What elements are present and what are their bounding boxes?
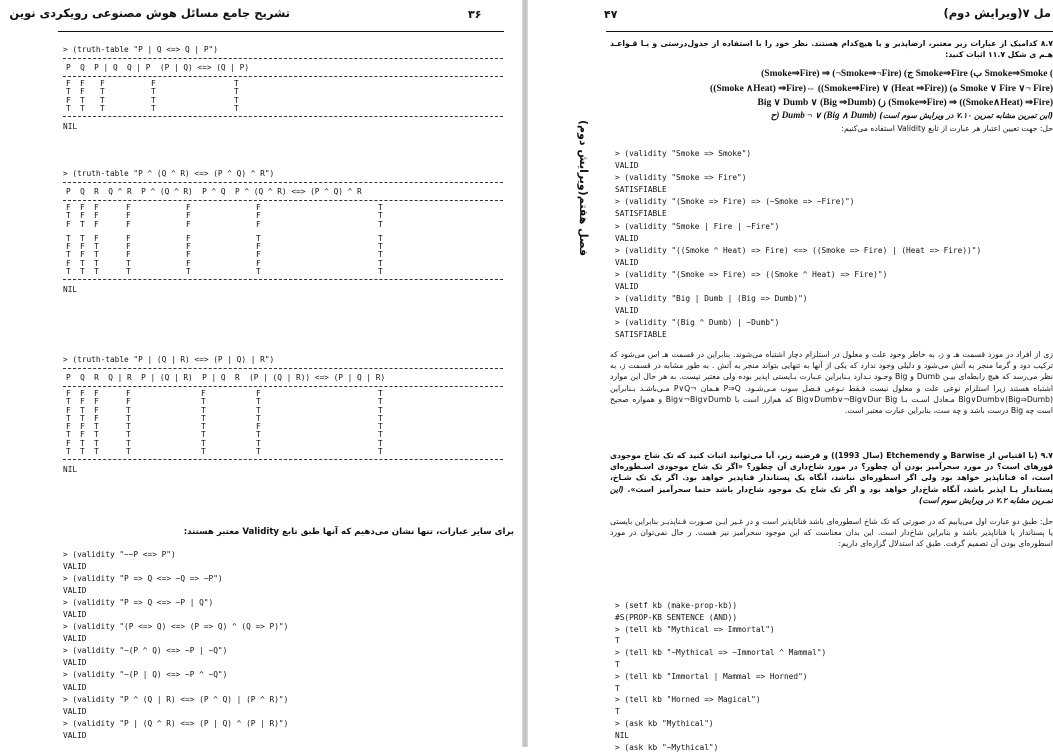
truth-value-cell: T — [80, 405, 85, 415]
truth-value-cell: F — [186, 233, 191, 243]
running-head-left — [9, 6, 290, 28]
truth-value-cell: T — [234, 87, 239, 97]
truth-value-cell: T — [66, 103, 71, 113]
truth-table-command: > (truth-table "P | (Q | R) <=> (P | Q) | R") — [63, 355, 275, 364]
code-result-line: SATISFIABLE — [615, 209, 667, 219]
exercise-8-note: (این تمرین مشابه تمرین ۷.۱۰ در ویرایش سوم است) — [879, 111, 1053, 120]
truth-table — [63, 354, 503, 475]
truth-value-cell: T — [378, 211, 383, 221]
truth-value-cell: T — [256, 397, 261, 407]
truth-value-cell: F — [126, 211, 131, 221]
truth-value-cell: F — [94, 397, 99, 407]
truth-value-cell: T — [201, 405, 206, 415]
code-command-line: > (validity "~(P ^ Q) <=> ~P | ~Q") — [63, 646, 228, 656]
truth-value-cell: T — [126, 405, 131, 415]
truth-value-cell: F — [66, 203, 71, 212]
truth-value-cell: F — [256, 242, 261, 252]
truth-value-cell: F — [126, 250, 131, 260]
code-command-line: > (ask kb "Mythical") — [615, 718, 714, 728]
left-page — [0, 0, 522, 747]
truth-value-cell: T — [378, 397, 383, 407]
code-result-line: #S(PROP-KB SENTENCE (AND)) — [615, 612, 738, 622]
truth-table-row — [63, 448, 503, 456]
truth-value-cell: F — [256, 203, 261, 212]
code-command-line: > (tell kb "Immortal | Mammal => Horned") — [615, 671, 808, 681]
truth-value-cell: F — [186, 242, 191, 252]
truth-value-cell: T — [201, 397, 206, 407]
truth-value-cell: F — [80, 430, 85, 440]
truth-value-cell: F — [66, 95, 71, 105]
truth-value-cell: T — [256, 438, 261, 448]
truth-table-row — [63, 221, 503, 229]
code-command-line: > (validity "Smoke => Fire") — [615, 173, 747, 183]
truth-value-cell: F — [256, 219, 261, 229]
truth-value-cell: T — [151, 87, 156, 97]
truth-value-cell: F — [126, 242, 131, 252]
truth-value-cell: T — [256, 447, 261, 457]
truth-value-cell: T — [80, 95, 85, 105]
dashed-rule — [63, 58, 503, 59]
code-command-line: > (validity "(Smoke => Fire) => ((Smoke ^ Heat) => Fire)") — [615, 269, 888, 279]
code-command-line: > (validity "(P <=> Q) <=> (P => Q) ^ (Q => P)") — [63, 622, 289, 632]
truth-value-cell: T — [378, 413, 383, 423]
truth-value-cell: T — [378, 258, 383, 268]
dashed-rule — [63, 182, 503, 183]
dashed-rule — [63, 116, 503, 117]
truth-table-row — [63, 88, 503, 96]
truth-value-cell: T — [256, 430, 261, 440]
truth-value-cell: T — [126, 258, 131, 268]
truth-value-cell: T — [66, 233, 71, 243]
truth-value-cell: T — [126, 447, 131, 457]
code-command-line: > (setf kb (make-prop-kb)) — [615, 601, 738, 610]
truth-value-cell: T — [256, 405, 261, 415]
code-result-line: T — [615, 683, 620, 693]
truth-value-cell: F — [94, 405, 99, 415]
truth-value-cell: F — [66, 438, 71, 448]
truth-value-cell: T — [126, 438, 131, 448]
code-result-line: VALID — [63, 586, 87, 596]
truth-value-cell: F — [126, 397, 131, 407]
truth-value-cell: T — [66, 430, 71, 440]
truth-table-row — [63, 105, 503, 113]
truth-value-cell: T — [94, 250, 99, 260]
truth-value-cell: T — [94, 438, 99, 448]
dashed-rule — [63, 279, 503, 280]
truth-value-cell: F — [94, 203, 99, 212]
truth-value-cell: T — [201, 413, 206, 423]
truth-value-cell: T — [80, 438, 85, 448]
dashed-rule — [63, 368, 503, 369]
truth-table — [63, 44, 503, 132]
code-result-line: SATISFIABLE — [615, 330, 667, 340]
code-command-line: > (validity "Smoke => Smoke") — [615, 149, 752, 158]
truth-value-cell: T — [94, 258, 99, 268]
truth-value-cell: T — [66, 87, 71, 97]
truth-value-cell: T — [94, 242, 99, 252]
truth-value-cell: F — [66, 405, 71, 415]
code-command-line: > (validity "P ^ (Q | R) <=> (P ^ Q) | (P ^ R)") — [63, 694, 289, 704]
formula-line: (Smoke⇒Fire) ⇒ (¬Smoke⇒¬Fire) (ج Smoke⇒Fire (ب Smoke⇒Smoke ( — [761, 69, 1053, 79]
dashed-rule — [63, 386, 503, 387]
truth-value-cell: T — [100, 103, 105, 113]
truth-value-cell: T — [256, 233, 261, 243]
truth-value-cell: T — [66, 413, 71, 423]
chapter-title: مل ۷(ویرایش دوم) — [943, 6, 1051, 20]
truth-value-cell: T — [234, 79, 239, 88]
code-command-line: > (validity "~~P <=> P") — [63, 550, 176, 559]
intro-text: برای سایر عبارات، تنها نشان می‌دهیم که آنها طبق تابع Validity معتبر هستند: — [183, 527, 514, 537]
truth-value-cell: T — [378, 219, 383, 229]
truth-value-cell: T — [126, 267, 131, 277]
truth-value-cell: T — [201, 430, 206, 440]
truth-value-cell: F — [201, 389, 206, 398]
truth-value-cell: F — [126, 219, 131, 229]
code-result-line: VALID — [63, 562, 87, 572]
truth-value-cell: T — [378, 422, 383, 432]
truth-table-row — [63, 97, 503, 105]
truth-value-cell: F — [186, 203, 191, 212]
code-command-line: > (validity "((Smoke ^ Heat) => Fire) <=> ((Smoke => Fire) | (Heat => Fire))") — [615, 245, 982, 255]
truth-value-cell: F — [186, 211, 191, 221]
truth-value-cell: T — [100, 95, 105, 105]
truth-value-cell: F — [94, 233, 99, 243]
truth-value-cell: T — [378, 389, 383, 398]
truth-value-cell: T — [378, 267, 383, 277]
code-result-line: VALID — [63, 682, 87, 692]
formula-line: Big ∨ Dumb ∨ (Big ⇒Dumb) (ز (Smoke⇒Fire) ⇒ ((Smoke∧Heat) ⇒Fire) — [757, 98, 1053, 108]
truth-value-cell: F — [66, 242, 71, 252]
dashed-rule — [63, 459, 503, 460]
code-result-line: VALID — [63, 730, 87, 740]
truth-value-cell: T — [80, 258, 85, 268]
header-rule — [58, 31, 504, 32]
code-result-line: VALID — [63, 634, 87, 644]
code-command-line: > (validity "P => Q <=> ~Q => ~P") — [63, 574, 223, 584]
truth-table — [63, 168, 503, 295]
truth-value-cell: F — [80, 79, 85, 88]
code-result-line: T — [615, 659, 620, 669]
truth-value-cell: T — [80, 233, 85, 243]
solution-intro: حل: جهت تعیین اعتبار هر عبارت از تابع Validity استفاده می‌کنیم: — [841, 124, 1053, 133]
truth-value-cell: T — [100, 87, 105, 97]
truth-value-cell: T — [94, 447, 99, 457]
code-command-line: > (tell kb "~Mythical => ~Immortal ^ Mammal") — [615, 648, 827, 658]
truth-value-cell: T — [256, 413, 261, 423]
truth-value-cell: T — [126, 430, 131, 440]
truth-value-cell: F — [80, 422, 85, 432]
truth-value-cell: T — [201, 447, 206, 457]
truth-value-cell: T — [80, 219, 85, 229]
code-command-line: > (validity "Smoke | Fire | ~Fire") — [615, 221, 780, 231]
truth-table-result: NIL — [63, 122, 78, 132]
header-rule — [606, 31, 1053, 32]
code-result-line: VALID — [63, 610, 87, 620]
truth-value-cell: F — [186, 250, 191, 260]
truth-value-cell: F — [94, 219, 99, 229]
side-tab-label: فصل هفتم(ویرایش دوم) — [577, 120, 590, 257]
truth-value-cell: T — [378, 447, 383, 457]
truth-value-cell: F — [126, 203, 131, 212]
truth-table-command: > (truth-table "P ^ (Q ^ R) <=> (P ^ Q) ^ R") — [63, 169, 275, 178]
truth-value-cell: F — [80, 87, 85, 97]
code-result-line: T — [615, 707, 620, 717]
running-head-right — [943, 6, 1051, 28]
dashed-rule — [63, 76, 503, 77]
truth-value-cell: F — [66, 422, 71, 432]
truth-value-cell: T — [66, 397, 71, 407]
book-title: تشریح جامع مسائل هوش مصنوعی رویکردی نوین — [9, 6, 290, 20]
paragraph-1: زی از افراد در مورد قسمت هـ و ز، به خاطر وجود علت و معلول در استلزام دچار اشتباه می‌شوند. بنابراین در قسمت هـ اس می‌شود که ترکیب دود و گرما منجر به آتش می‌شود و دلیلی وجود ندارد که یکی از آنها به تنهایی بتواند منجر به آتش . به طور مشابه در قسمت ز، به نظر می‌رسد که هیچ رابطه‌ای بیـن Dumb و Big وجـود نـدارد بـنابراین عـبارت بـایستی اپذیر بوده ولی معتبر نیست. به هر حال این موارد اشتباه هستند زیرا استلزام نوعی علت و معلول نیست فـقط نـوعی فـصل سوب مـی‌شـود. P⇒Q هـمان ¬P∨Q مـی‌باشـد بـنابراین (Big⇒Dumb)∨Big∨Dumb مـعادل اسـت بـا Big∨Dumb∨¬Big∨Dur Big که هم‌ارز است با Big∨¬Big∨Dumb و همواره صحیح است چه Big درست باشد و چه ست، بنابراین عبارت معتبر است. — [610, 350, 1053, 416]
truth-value-cell: T — [378, 430, 383, 440]
code-command-line: > (tell kb "Horned => Magical") — [615, 695, 761, 705]
code-result-line: VALID — [615, 282, 639, 292]
truth-table-row — [63, 80, 503, 88]
truth-value-cell: T — [378, 242, 383, 252]
truth-value-cell: T — [126, 422, 131, 432]
truth-table-row — [63, 268, 503, 276]
exercise-8-text: ۸.۷ کدامیک از عبارات زیر معتبر، ارضاپذیر و یا هیچ‌کدام هستند. نظر خود را با استفاده از جدول‌درستی و یـا قـواعـد هـم ی شکل ۱۱.۷ اثبات کنید: — [610, 39, 1053, 60]
truth-table-header: P Q R Q ^ R P ^ (Q ^ R) P ^ Q P ^ (Q ^ R) <=> (P ^ Q) ^ R — [66, 187, 362, 196]
code-result-line: VALID — [615, 161, 639, 171]
formula-line: ((Smoke ∧Heat) ⇒Fire)⇔ ((Smoke⇒Fire) ∨ (Heat ⇒Fire)) (ه Smoke ∨ Fire ∨¬ Fire) — [710, 84, 1053, 94]
truth-value-cell: F — [100, 79, 105, 88]
truth-table-header: P Q P | Q Q | P (P | Q) <=> (Q | P) — [66, 63, 250, 72]
validity-output-left — [63, 549, 288, 742]
code-command-line: > (ask kb "~Mythical") — [615, 742, 719, 752]
code-result-line: VALID — [615, 257, 639, 267]
truth-value-cell: T — [256, 267, 261, 277]
code-result-line: VALID — [63, 706, 87, 716]
truth-value-cell: T — [234, 95, 239, 105]
truth-table-header: P Q R Q | R P | (Q | R) P | Q R (P | (Q | R)) <=> (P | Q | R) — [66, 373, 386, 382]
truth-value-cell: F — [66, 258, 71, 268]
truth-value-cell: T — [80, 103, 85, 113]
truth-value-cell: F — [256, 422, 261, 432]
truth-value-cell: F — [66, 79, 71, 88]
paragraph-2: حل: طبق دو عبارت اول می‌یابیم که در صورتی که تک شاخ اسطوره‌ای باشد فناناپذیر است و در غـیر ایـن صـورت فـناپذیـر بنابراین بایستی یا پستاندار یا فناناپذیر باشد و بنابراین شاخ‌دار است. این بدان معناست که این موجود سحرآمیز نیز هست. ر حال نمی‌توان در مورد اسطوره‌ای بودن آن تصمیم گرفت. طبق کد استدلال گزاره‌ای داریم: — [610, 517, 1053, 549]
exercise-9-body: ۹.۷ (با اقتباس از Barwise و Etchemendy (سال 1993)) و فرضیه زیر، آیا می‌توانید اثبات کنید که تک شاخ موجودی فورهای است؟ در مورد سحرآمیز بودن آن چطور؟ در مورد شاخ‌داری آن چطور؟ «اگر تک شاخ موجودی اسـطوره‌ای است، اه فناناپذیر خواهد بود ولی اگر اسطوره‌ای نباشد، آنگاه یک پستاندار فناپذیر خواهد بود. اگر یک تک شـاخ، پستاندار یـا اپذیر باشد، آنگاه شاخ‌دار خواهد بود و اگر تک شاخ یک موجود شاخ‌دار باشد حتما سحرآمیز است». — [610, 451, 1053, 494]
code-command-line: > (validity "P => Q <=> ~P | Q") — [63, 598, 214, 608]
formula-line: (Big ∧ Dumb) ∨ ¬ Dumb (ح — [770, 110, 877, 120]
truth-value-cell: F — [80, 242, 85, 252]
truth-value-cell: T — [80, 413, 85, 423]
truth-value-cell: T — [80, 447, 85, 457]
truth-table-result: NIL — [63, 285, 78, 295]
code-result-line: SATISFIABLE — [615, 185, 667, 195]
truth-value-cell: T — [378, 233, 383, 243]
code-command-line: > (validity "(Smoke => Fire) => (~Smoke => ~Fire)") — [615, 197, 855, 207]
exercise-9-note: (این تمـرین مشابه ۷.۲ در ویرایش سوم است) — [610, 484, 1053, 505]
code-command-line: > (tell kb "Mythical => Immortal") — [615, 624, 775, 634]
truth-value-cell: T — [378, 438, 383, 448]
truth-table-result: NIL — [63, 465, 78, 475]
truth-value-cell: F — [126, 233, 131, 243]
truth-value-cell: F — [80, 250, 85, 260]
truth-value-cell: T — [94, 267, 99, 277]
code-result-line: NIL — [615, 730, 630, 740]
truth-value-cell: T — [94, 430, 99, 440]
page-number-right: ۴۷ — [604, 8, 618, 21]
right-page — [528, 0, 1053, 752]
exercise-9-text — [610, 450, 1053, 506]
truth-value-cell: T — [94, 422, 99, 432]
chapter-side-tab — [572, 120, 596, 290]
code-command-line: > (validity "P | (Q ^ R) <=> (P | Q) ^ (P | R)") — [63, 718, 289, 728]
truth-value-cell: F — [66, 219, 71, 229]
truth-value-cell: T — [234, 103, 239, 113]
truth-value-cell: F — [256, 258, 261, 268]
code-result-line: VALID — [615, 233, 639, 243]
exercise-8-formula-h — [733, 110, 1053, 121]
code-result-line: VALID — [63, 658, 87, 668]
truth-table-command: > (truth-table "P | Q <=> Q | P") — [63, 45, 218, 54]
code-command-line: > (validity "~(P | Q) <=> ~P ^ ~Q") — [63, 670, 228, 680]
truth-value-cell: T — [66, 267, 71, 277]
truth-value-cell: T — [151, 95, 156, 105]
truth-value-cell: T — [201, 438, 206, 448]
truth-value-cell: F — [94, 211, 99, 221]
validity-output-right — [615, 148, 981, 342]
truth-value-cell: F — [256, 211, 261, 221]
truth-value-cell: T — [126, 413, 131, 423]
code-command-line: > (validity "(Big ^ Dumb) | ~Dumb") — [615, 318, 780, 328]
truth-value-cell: T — [66, 211, 71, 221]
kb-code-block — [615, 600, 826, 753]
truth-value-cell: F — [151, 79, 156, 88]
truth-value-cell: T — [201, 422, 206, 432]
truth-value-cell: F — [94, 389, 99, 398]
code-result-line: VALID — [615, 306, 639, 316]
code-command-line: > (validity "Big | Dumb | (Big => Dumb)") — [615, 294, 808, 304]
truth-value-cell: F — [186, 219, 191, 229]
truth-value-cell: T — [151, 103, 156, 113]
truth-value-cell: F — [126, 389, 131, 398]
truth-value-cell: F — [80, 389, 85, 398]
page-number-left: ۳۶ — [468, 8, 482, 21]
truth-value-cell: F — [80, 211, 85, 221]
truth-value-cell: T — [80, 267, 85, 277]
truth-value-cell: F — [80, 397, 85, 407]
truth-value-cell: T — [378, 405, 383, 415]
truth-value-cell: T — [378, 250, 383, 260]
truth-value-cell: F — [256, 389, 261, 398]
code-result-line: T — [615, 636, 620, 646]
truth-value-cell: T — [186, 267, 191, 277]
truth-value-cell: F — [66, 389, 71, 398]
truth-value-cell: F — [186, 258, 191, 268]
truth-value-cell: F — [80, 203, 85, 212]
dashed-rule — [63, 200, 503, 201]
truth-value-cell: T — [66, 250, 71, 260]
truth-value-cell: F — [256, 250, 261, 260]
truth-value-cell: T — [66, 447, 71, 457]
truth-value-cell: T — [378, 203, 383, 212]
truth-value-cell: F — [94, 413, 99, 423]
